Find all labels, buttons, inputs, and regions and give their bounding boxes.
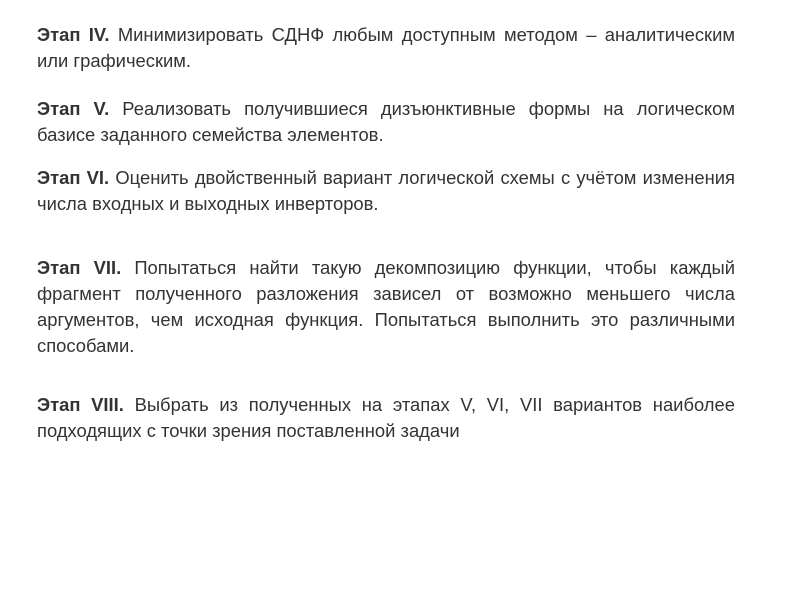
- stage-6-label: Этап VI.: [37, 167, 110, 188]
- stage-7-label: Этап VII.: [37, 257, 122, 278]
- stage-8-text: Выбрать из полученных на этапах V, VI, VII вариантов наиболее подходящих с точки зрения поставленной задачи: [37, 394, 735, 441]
- stage-4-label: Этап IV.: [37, 24, 110, 45]
- stage-5-text: Реализовать получившиеся дизъюнктивные формы на логическом базисе заданного семейства элементов.: [37, 98, 735, 145]
- stage-7-text: Попытаться найти такую декомпозицию функции, чтобы каждый фрагмент полученного разложения зависел от возможно меньшего числа аргументов, чем исходная функция. Попытаться выполнить это различными способами.: [37, 257, 735, 356]
- stage-8-paragraph: [37, 392, 735, 444]
- stage-6-paragraph: [37, 165, 735, 217]
- stage-8-label: Этап VIII.: [37, 394, 124, 415]
- stage-4-paragraph: [37, 22, 735, 74]
- stage-6-text: Оценить двойственный вариант логической схемы с учётом изменения числа входных и выходных инверторов.: [37, 167, 735, 214]
- stage-7-paragraph: [37, 255, 735, 359]
- stage-5-label: Этап V.: [37, 98, 110, 119]
- stage-4-text: Минимизировать СДНФ любым доступным методом – аналитическим или графическим.: [37, 24, 735, 71]
- stage-5-paragraph: [37, 96, 735, 148]
